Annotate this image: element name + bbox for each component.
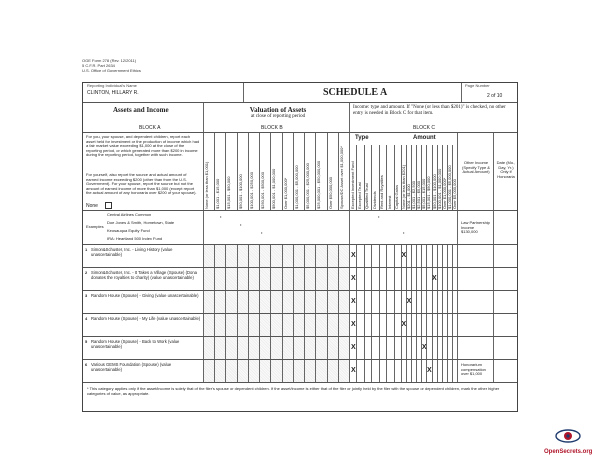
valuation-cell-divider — [248, 337, 249, 359]
header-row — [83, 83, 517, 103]
valuation-cell-divider — [225, 245, 226, 267]
amount-cell-divider — [411, 314, 412, 336]
type-cell-divider — [364, 337, 365, 359]
col-divider — [493, 360, 494, 382]
valuation-cell-divider — [327, 268, 328, 290]
amount-mark: X — [426, 367, 432, 374]
valuation-cell-divider — [270, 337, 271, 359]
valuation-cell-divider — [304, 314, 305, 336]
valuation-header: $250,001 - $500,000 — [260, 172, 266, 209]
valuation-cell-divider — [282, 314, 283, 336]
type-mark: X — [351, 367, 356, 374]
amount-cell-divider — [437, 360, 438, 382]
asset-row — [83, 314, 517, 337]
type-cell-divider — [379, 337, 380, 359]
amount-cell-divider — [416, 245, 417, 267]
amount-cell-divider — [432, 245, 433, 267]
amount-cell-divider — [421, 314, 422, 336]
valuation-header: None (or less than $1,001) — [204, 161, 209, 209]
valuation-cell-divider — [214, 337, 215, 359]
example-mark: • — [240, 222, 242, 227]
valuation-cell-divider — [338, 291, 339, 313]
asset-row — [83, 268, 517, 291]
valuation-cell-divider — [259, 314, 260, 336]
asset-row — [83, 291, 517, 314]
amount-cell-divider — [442, 337, 443, 359]
type-cell-divider — [394, 245, 395, 267]
type-cell-divider — [386, 337, 387, 359]
valuation-cell-divider — [203, 337, 204, 359]
asset-number: 5 — [85, 339, 88, 344]
valuation-cell-divider — [248, 360, 249, 382]
example-row-3: Keosauqua Equity Fund — [107, 228, 150, 233]
type-cell-divider — [371, 337, 372, 359]
col-divider — [457, 291, 458, 313]
valuation-cell-divider — [304, 268, 305, 290]
valuation-cell-divider — [293, 268, 294, 290]
type-cell-divider — [386, 360, 387, 382]
amount-header: Over $5,000,000 — [451, 179, 457, 209]
amount-cell-divider — [447, 268, 448, 290]
valuation-cell-divider — [304, 360, 305, 382]
amount-cell-divider — [426, 314, 427, 336]
amount-header: $15,001 - $50,000 — [426, 176, 432, 209]
examples-block — [83, 211, 517, 245]
valuation-cell-divider — [327, 337, 328, 359]
type-cell-divider — [394, 314, 395, 336]
col-divider — [457, 360, 458, 382]
type-mark: X — [351, 321, 356, 328]
valuation-cell-divider — [270, 314, 271, 336]
type-cell-divider — [394, 268, 395, 290]
type-mark: X — [351, 252, 356, 259]
valuation-cell-divider — [304, 291, 305, 313]
type-cell-divider — [364, 291, 365, 313]
asset-number: 6 — [85, 362, 88, 367]
type-cell-divider — [379, 268, 380, 290]
valuation-cell-divider — [259, 291, 260, 313]
valuation-cell-divider — [338, 268, 339, 290]
amount-cell-divider — [447, 337, 448, 359]
valuation-cell-divider — [315, 314, 316, 336]
amount-cell-divider — [406, 268, 407, 290]
type-cell-divider — [356, 291, 357, 313]
asset-name: Random House (Spouse) - Giving (value unascertainable) — [91, 293, 199, 298]
type-cell-divider — [356, 268, 357, 290]
valuation-header: $5,000,001 - $25,000,000 — [305, 163, 311, 209]
amount-cell-divider — [426, 268, 427, 290]
valuation-cell-divider — [304, 337, 305, 359]
block-c-label: BLOCK C — [413, 125, 435, 131]
type-header: Capital Gains — [394, 184, 400, 209]
amount-cell-divider — [401, 337, 402, 359]
valuation-cell-divider — [248, 245, 249, 267]
column-headers — [83, 133, 517, 211]
valuation-cell-divider — [327, 314, 328, 336]
valuation-cell-divider — [237, 360, 238, 382]
asset-name: Various GEMS Foundation (Spouse) (value unascertainable) — [91, 362, 172, 372]
asset-number: 1 — [85, 247, 88, 252]
valuation-cell-divider — [327, 245, 328, 267]
amount-cell-divider — [411, 245, 412, 267]
amount-cell-divider — [442, 268, 443, 290]
valuation-cell-divider — [237, 314, 238, 336]
amount-cell-divider — [447, 291, 448, 313]
type-cell-divider — [356, 360, 357, 382]
valuation-cell-divider — [270, 268, 271, 290]
valuation-cell-divider — [225, 360, 226, 382]
valuation-cell-divider — [225, 268, 226, 290]
valuation-cell-divider — [270, 291, 271, 313]
amount-cell-divider — [411, 291, 412, 313]
valuation-cell-divider — [293, 360, 294, 382]
amount-header: $1,001 - $2,500 — [411, 180, 417, 209]
valuation-cell-divider — [338, 314, 339, 336]
amount-cell-divider — [401, 268, 402, 290]
type-cell-divider — [364, 245, 365, 267]
amount-cell-divider — [416, 268, 417, 290]
type-cell-divider — [371, 314, 372, 336]
amount-mark: X — [401, 321, 407, 328]
valuation-cell-divider — [225, 337, 226, 359]
amount-cell-divider — [447, 245, 448, 267]
amount-cell-divider — [416, 360, 417, 382]
amount-cell-divider — [452, 268, 453, 290]
type-cell-divider — [371, 291, 372, 313]
valuation-cell-divider — [203, 291, 204, 313]
office-name: U.S. Office of Government Ethics — [82, 68, 141, 73]
valuation-header: $1,000,001 - $5,000,000 — [293, 165, 299, 209]
amount-cell-divider — [447, 314, 448, 336]
example-mark: • — [378, 214, 380, 219]
amount-cell-divider — [421, 268, 422, 290]
valuation-cell-divider — [237, 337, 238, 359]
valuation-cell-divider — [282, 337, 283, 359]
amount-cell-divider — [401, 291, 402, 313]
asset-number: 4 — [85, 316, 88, 321]
valuation-header: $500,001 - $1,000,000 — [271, 168, 277, 209]
col-divider — [457, 245, 458, 267]
type-cell-divider — [349, 337, 350, 359]
amount-cell-divider — [452, 314, 453, 336]
instructions-2: For yourself, also report the source and actual amount of earned income exceeding $200 (other than from the U.S. Government). For your spouse, report the source but not the amount of earned income of more than $1,000 (except report the actual amount of any honoraria over $200 of your spouse). — [86, 172, 197, 196]
valuation-cell-divider — [203, 360, 204, 382]
type-cell-divider — [371, 268, 372, 290]
asset-other-income: Honorarium compensation over $1,000 — [461, 362, 486, 377]
col-divider — [457, 268, 458, 290]
valuation-cell-divider — [225, 291, 226, 313]
amount-mark: X — [421, 344, 427, 351]
amount-header: $2,501 - $5,000 — [416, 180, 422, 209]
amount-cell-divider — [406, 337, 407, 359]
col-divider — [493, 291, 494, 313]
amount-cell-divider — [416, 314, 417, 336]
valuation-cell-divider — [214, 360, 215, 382]
example-mark: • — [261, 230, 263, 235]
valuation-cell-divider — [315, 245, 316, 267]
valuation-cell-divider — [237, 291, 238, 313]
amount-header: $5,001 - $15,000 — [421, 178, 427, 209]
example-row-1: Central Airlines Common — [107, 212, 152, 217]
amount-cell-divider — [437, 291, 438, 313]
amount-cell-divider — [411, 337, 412, 359]
amount-cell-divider — [421, 360, 422, 382]
opensecrets-logo — [544, 428, 592, 455]
type-cell-divider — [349, 245, 350, 267]
type-mark: X — [351, 298, 356, 305]
type-label: Type — [355, 135, 369, 141]
amount-cell-divider — [437, 245, 438, 267]
amount-cell-divider — [421, 291, 422, 313]
reporting-name-label: Reporting Individual's Name — [87, 83, 137, 88]
asset-row — [83, 245, 517, 268]
instructions-1: For you, your spouse, and dependent children, report each asset held for investment or the production of income which had a fair market value exceeding $1,000 at the close of the reporting period, or which generated more than $200 in income during the reporting period, together with such income. — [86, 134, 200, 158]
amount-mark: X — [406, 298, 412, 305]
amount-cell-divider — [442, 360, 443, 382]
amount-cell-divider — [426, 291, 427, 313]
valuation-cell-divider — [259, 360, 260, 382]
amount-header: $100,001 - $1,000,000 — [436, 168, 442, 209]
valuation-cell-divider — [248, 314, 249, 336]
amount-cell-divider — [416, 337, 417, 359]
type-cell-divider — [394, 337, 395, 359]
valuation-cell-divider — [214, 314, 215, 336]
valuation-cell-divider — [315, 360, 316, 382]
valuation-cell-divider — [214, 291, 215, 313]
amount-cell-divider — [406, 360, 407, 382]
logo-text: OpenSecrets.org — [544, 449, 593, 455]
type-cell-divider — [364, 314, 365, 336]
type-cell-divider — [364, 268, 365, 290]
amount-cell-divider — [401, 360, 402, 382]
valuation-cell-divider — [338, 360, 339, 382]
cfr-ref: 5 C.F.R. Part 2634 — [82, 63, 115, 68]
type-cell-divider — [349, 291, 350, 313]
type-cell-divider — [379, 360, 380, 382]
asset-number: 3 — [85, 293, 88, 298]
amount-cell-divider — [411, 360, 412, 382]
valuation-cell-divider — [293, 291, 294, 313]
type-cell-divider — [364, 360, 365, 382]
amount-label: Amount — [413, 135, 436, 141]
examples-label: Examples — [86, 224, 104, 229]
valuation-cell-divider — [237, 268, 238, 290]
amount-cell-divider — [406, 314, 407, 336]
amount-cell-divider — [411, 268, 412, 290]
valuation-cell-divider — [282, 268, 283, 290]
type-header: Qualified Trust — [364, 183, 370, 209]
valuation-cell-divider — [259, 245, 260, 267]
asset-name: Simon&Schuster, Inc. - Living History (value unascertainable) — [91, 247, 173, 257]
valuation-cell-divider — [293, 314, 294, 336]
valuation-header: $1,001 - $15,000 — [215, 178, 221, 209]
amount-cell-divider — [447, 360, 448, 382]
valuation-cell-divider — [293, 337, 294, 359]
valuation-header: Over $1,000,000* — [282, 177, 288, 209]
type-header: Interest — [386, 195, 392, 209]
amount-header: Over $1,000,000* — [441, 177, 447, 209]
column-titles — [83, 103, 517, 133]
assets-title: Assets and Income — [113, 106, 169, 114]
valuation-cell-divider — [338, 245, 339, 267]
amount-cell-divider — [452, 245, 453, 267]
type-header: Dividends — [371, 191, 377, 209]
valuation-heading — [213, 106, 343, 120]
type-cell-divider — [356, 314, 357, 336]
valuation-cell-divider — [225, 314, 226, 336]
type-cell-divider — [386, 268, 387, 290]
form-id: OGE Form 278 (Rev. 12/2011) — [82, 58, 137, 63]
valuation-header: $100,001 - $250,000 — [248, 172, 254, 209]
valuation-cell-divider — [248, 291, 249, 313]
valuation-cell-divider — [248, 268, 249, 290]
valuation-cell-divider — [315, 268, 316, 290]
col-divider — [457, 314, 458, 336]
valuation-cell-divider — [203, 314, 204, 336]
valuation-header: $25,000,001 - $50,000,000 — [316, 160, 322, 209]
col-divider — [493, 268, 494, 290]
amount-header: $1,000,001 - $5,000,000 — [446, 165, 452, 209]
amount-cell-divider — [406, 245, 407, 267]
income-title: Income: type and amount. If "None (or less than $201)" is checked, no other entry is needed in Block C for that item. — [353, 105, 506, 116]
valuation-header: $50,001 - $100,000 — [237, 174, 243, 209]
type-mark: X — [351, 275, 356, 282]
type-cell-divider — [356, 245, 357, 267]
type-mark: X — [351, 344, 356, 351]
asset-row — [83, 360, 517, 383]
valuation-cell-divider — [203, 245, 204, 267]
type-cell-divider — [349, 268, 350, 290]
col-divider — [457, 337, 458, 359]
amount-cell-divider — [437, 337, 438, 359]
page-number-label: Page Number — [465, 83, 490, 88]
asset-name: Random House (Spouse) - My Life (value unascertainable) — [91, 316, 201, 321]
type-cell-divider — [379, 291, 380, 313]
example-row-4: IRA: Heartland 500 Index Fund — [107, 236, 163, 241]
amount-header: None (or less than $201) — [401, 164, 406, 209]
valuation-cell-divider — [315, 337, 316, 359]
example-other-income: Law Partnership Income $130,000 — [461, 220, 490, 235]
amount-cell-divider — [416, 291, 417, 313]
valuation-cell-divider — [270, 360, 271, 382]
amount-header: $201 - $1,000 — [406, 184, 412, 209]
valuation-cell-divider — [282, 291, 283, 313]
amount-mark: X — [432, 275, 437, 282]
none-checkbox[interactable] — [105, 202, 112, 209]
valuation-cell-divider — [304, 245, 305, 267]
valuation-header: Over $50,000,000 — [327, 176, 333, 209]
valuation-cell-divider — [315, 291, 316, 313]
type-cell-divider — [371, 245, 372, 267]
amount-cell-divider — [432, 291, 433, 313]
date-label: Date (Mo., Day, Yr.) Only if Honoraria — [496, 160, 516, 179]
type-cell-divider — [379, 245, 380, 267]
col-divider — [493, 337, 494, 359]
type-cell-divider — [379, 314, 380, 336]
valuation-cell-divider — [214, 245, 215, 267]
type-cell-divider — [386, 291, 387, 313]
type-cell-divider — [371, 360, 372, 382]
amount-cell-divider — [452, 291, 453, 313]
valuation-title: Valuation of Assets — [249, 106, 307, 114]
col-divider — [493, 314, 494, 336]
valuation-cell-divider — [270, 245, 271, 267]
type-cell-divider — [349, 314, 350, 336]
example-mark: • — [220, 214, 222, 219]
footnote: * This category applies only if the asset/income is solely that of the filer's spouse or dependent children. If the asset/income is either that of the filer or jointly held by the filer with the spouse or dependent children, mark the other higher categories of value, as appropriate. — [87, 386, 500, 396]
valuation-header: Spouse/DC Asset over $1,000,000* — [338, 146, 344, 209]
amount-cell-divider — [432, 314, 433, 336]
type-cell-divider — [356, 337, 357, 359]
type-cell-divider — [386, 245, 387, 267]
example-row-2: Doe Jones & Smith, Hometown, State — [107, 220, 175, 225]
valuation-cell-divider — [327, 360, 328, 382]
type-cell-divider — [394, 360, 395, 382]
block-a-label: BLOCK A — [139, 125, 161, 131]
valuation-cell-divider — [259, 337, 260, 359]
amount-cell-divider — [442, 291, 443, 313]
example-mark: • — [403, 230, 405, 235]
type-header: Excepted Trust — [356, 182, 362, 209]
type-header: Excepted Investment Fund — [349, 161, 355, 209]
reporting-name: CLINTON, HILLARY R. — [87, 90, 139, 96]
valuation-sub: at close of reporting period — [250, 114, 306, 119]
valuation-header: $15,001 - $50,000 — [226, 176, 232, 209]
valuation-cell-divider — [282, 245, 283, 267]
schedule-title: SCHEDULE A — [323, 87, 388, 98]
amount-mark: X — [401, 252, 407, 259]
valuation-cell-divider — [203, 268, 204, 290]
amount-cell-divider — [442, 245, 443, 267]
type-cell-divider — [394, 291, 395, 313]
asset-name: Random House (Spouse) - Back to Work (value unascertainable) — [91, 339, 180, 349]
type-header: Rent and Royalties — [379, 175, 385, 209]
amount-cell-divider — [452, 360, 453, 382]
block-b-label: BLOCK B — [261, 125, 283, 131]
valuation-cell-divider — [293, 245, 294, 267]
schedule-a-form — [82, 82, 518, 412]
valuation-cell-divider — [327, 291, 328, 313]
col-divider — [493, 245, 494, 267]
valuation-cell-divider — [237, 245, 238, 267]
other-income-label: Other Income (Specify Type & Actual Amount) — [462, 160, 490, 175]
eye-icon — [555, 428, 581, 444]
type-cell-divider — [386, 314, 387, 336]
amount-cell-divider — [442, 314, 443, 336]
valuation-cell-divider — [338, 337, 339, 359]
valuation-cell-divider — [282, 360, 283, 382]
amount-cell-divider — [432, 337, 433, 359]
valuation-cell-divider — [259, 268, 260, 290]
type-cell-divider — [349, 360, 350, 382]
amount-cell-divider — [426, 245, 427, 267]
valuation-cell-divider — [214, 268, 215, 290]
form-header — [82, 58, 141, 73]
asset-row — [83, 337, 517, 360]
amount-header: $50,001 - $100,000 — [431, 174, 437, 209]
none-label: None — [86, 203, 98, 209]
amount-cell-divider — [421, 245, 422, 267]
amount-cell-divider — [437, 314, 438, 336]
amount-cell-divider — [452, 337, 453, 359]
page-number: 2 of 10 — [487, 93, 503, 99]
asset-name: Simon&Schuster, Inc. - It Takes a Village (Spouse) (Dona donates the royalties to charity) (value unascertainable) — [91, 270, 197, 280]
asset-number: 2 — [85, 270, 88, 275]
